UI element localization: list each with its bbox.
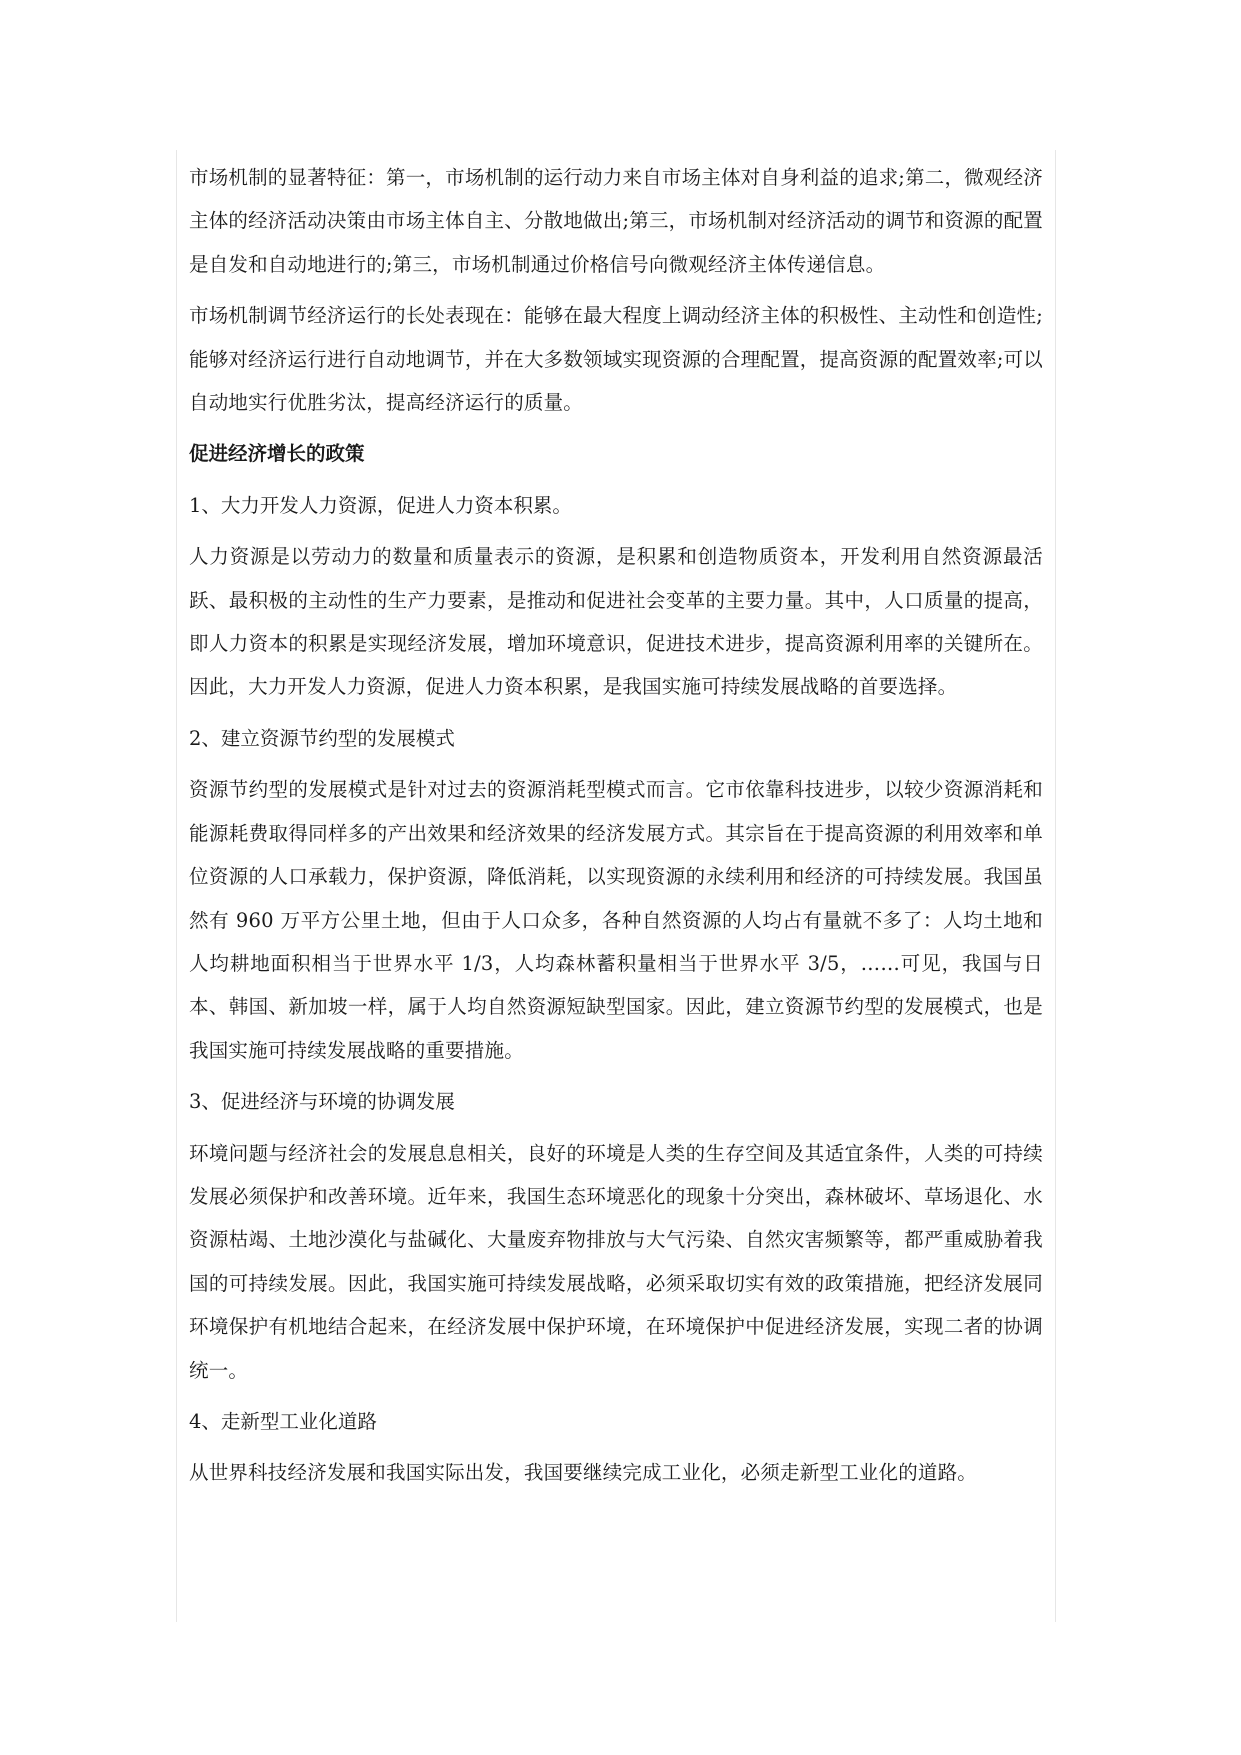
paragraph-market-mechanism-advantages: 市场机制调节经济运行的长处表现在：能够在最大程度上调动经济主体的积极性、主动性和创造性;能够对经济运行进行自动地调节，并在大多数领域实现资源的合理配置，提高资源的配置效率;可以自动地实行优胜劣汰，提高经济运行的质量。 [189,304,1043,415]
list-item-4: 4、走新型工业化道路 [189,1409,377,1433]
list-item-2: 2、建立资源节约型的发展模式 [189,726,455,750]
list-item-3: 3、促进经济与环境的协调发展 [189,1090,455,1114]
list-item-1: 1、大力开发人力资源，促进人力资本积累。 [189,493,572,517]
paragraph-environment: 环境问题与经济社会的发展息息相关，良好的环境是人类的生存空间及其适宜条件，人类的可持续发展必须保护和改善环境。近年来，我国生态环境恶化的现象十分突出，森林破坏、草场退化、水资源枯竭、土地沙漠化与盐碱化、大量废弃物排放与大气污染、自然灾害频繁等，都严重威胁着我国的可持续发展。因此，我国实施可持续发展战略，必须采取切实有效的政策措施，把经济发展同环境保护有机地结合起来，在经济发展中保护环境，在环境保护中促进经济发展，实现二者的协调统一。 [189,1141,1043,1382]
paragraph-industrialization: 从世界科技经济发展和我国实际出发，我国要继续完成工业化，必须走新型工业化的道路。 [189,1461,978,1485]
document-body [176,150,1056,1622]
paragraph-market-mechanism-features: 市场机制的显著特征：第一，市场机制的运行动力来自市场主体对自身利益的追求;第二，微观经济主体的经济活动决策由市场主体自主、分散地做出;第三，市场机制对经济活动的调节和资源的配置是自发和自动地进行的;第三，市场机制通过价格信号向微观经济主体传递信息。 [189,166,1043,276]
paragraph-resource-saving: 资源节约型的发展模式是针对过去的资源消耗型模式而言。它市依靠科技进步，以较少资源消耗和能源耗费取得同样多的产出效果和经济效果的经济发展方式。其宗旨在于提高资源的利用效率和单位资源的人口承载力，保护资源，降低消耗，以实现资源的永续利用和经济的可持续发展。我国虽然有 960 万平方公里土地，但由于人口众多，各种自然资源的人均占有量就不多了：人均土地和人均耕地面积相当于世界水平 1/3，人均森林蓄积量相当于世界水平 3/5，……可见，我国与日本、韩国、新加坡一样，属于人均自然资源短缺型国家。因此，建立资源节约型的发展模式，也是我国实施可持续发展战略的重要措施。 [189,778,1043,1062]
paragraph-human-resources: 人力资源是以劳动力的数量和质量表示的资源，是积累和创造物质资本，开发利用自然资源最活跃、最积极的主动性的生产力要素，是推动和促进社会变革的主要力量。其中，人口质量的提高，即人力资本的积累是实现经济发展，增加环境意识，促进技术进步，提高资源利用率的关键所在。因此，大力开发人力资源，促进人力资本积累，是我国实施可持续发展战略的首要选择。 [189,545,1043,699]
section-heading-growth-policy: 促进经济增长的政策 [189,442,365,466]
